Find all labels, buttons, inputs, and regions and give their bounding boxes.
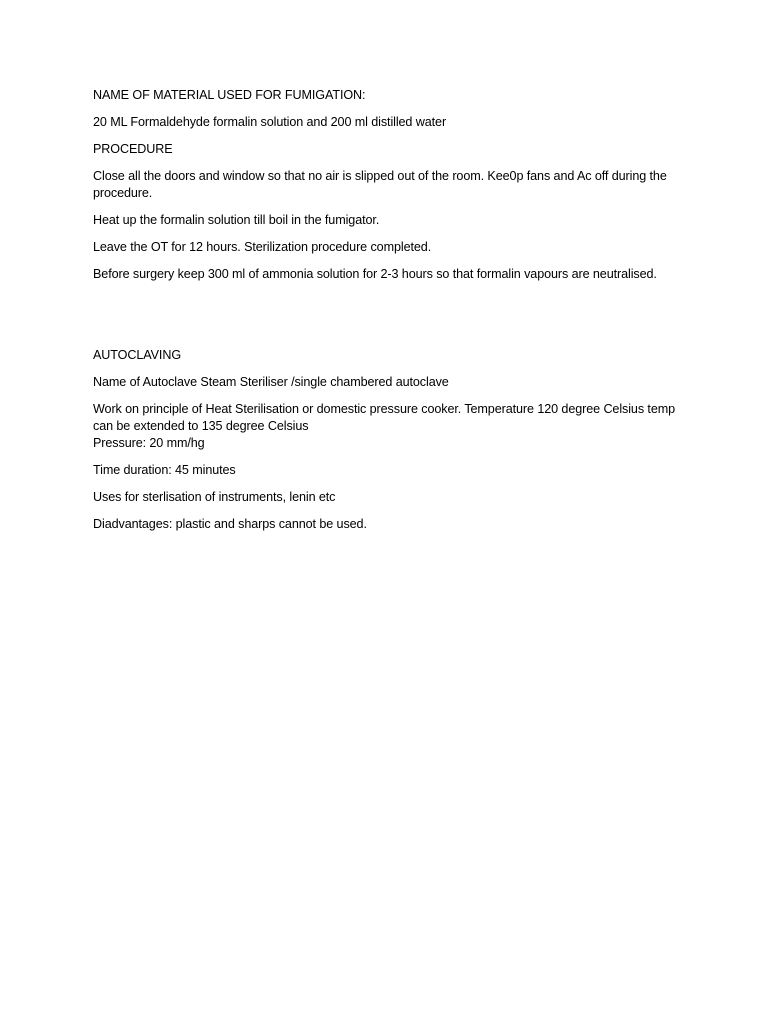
autoclave-principle-block	[93, 401, 693, 452]
autoclave-disadvantages: Diadvantages: plastic and sharps cannot be used.	[93, 517, 367, 531]
autoclave-principle: Work on principle of Heat Sterilisation or domestic pressure cooker. Temperature 120 degree Celsius temp can be extended to 135 degree Celsius	[93, 402, 676, 433]
section-spacer	[93, 293, 693, 347]
autoclave-pressure: Pressure: 20 mm/hg	[93, 436, 205, 450]
autoclaving-section	[93, 347, 693, 533]
autoclave-time: Time duration: 45 minutes	[93, 463, 236, 477]
document-page	[93, 87, 693, 543]
procedure-step-3: Leave the OT for 12 hours. Sterilization procedure completed.	[93, 240, 432, 254]
autoclaving-heading: AUTOCLAVING	[93, 348, 182, 362]
procedure-heading: PROCEDURE	[93, 142, 173, 156]
procedure-step-4: Before surgery keep 300 ml of ammonia solution for 2-3 hours so that formalin vapours are neutralised.	[93, 267, 657, 281]
autoclave-name: Name of Autoclave Steam Steriliser /single chambered autoclave	[93, 375, 449, 389]
procedure-step-1: Close all the doors and window so that no air is slipped out of the room. Kee0p fans and Ac off during the procedure.	[93, 169, 667, 200]
autoclave-uses: Uses for sterlisation of instruments, lenin etc	[93, 490, 336, 504]
procedure-step-2: Heat up the formalin solution till boil in the fumigator.	[93, 213, 380, 227]
fumigation-section	[93, 87, 693, 283]
fumigation-title: NAME OF MATERIAL USED FOR FUMIGATION:	[93, 88, 366, 102]
fumigation-material: 20 ML Formaldehyde formalin solution and 200 ml distilled water	[93, 115, 447, 129]
